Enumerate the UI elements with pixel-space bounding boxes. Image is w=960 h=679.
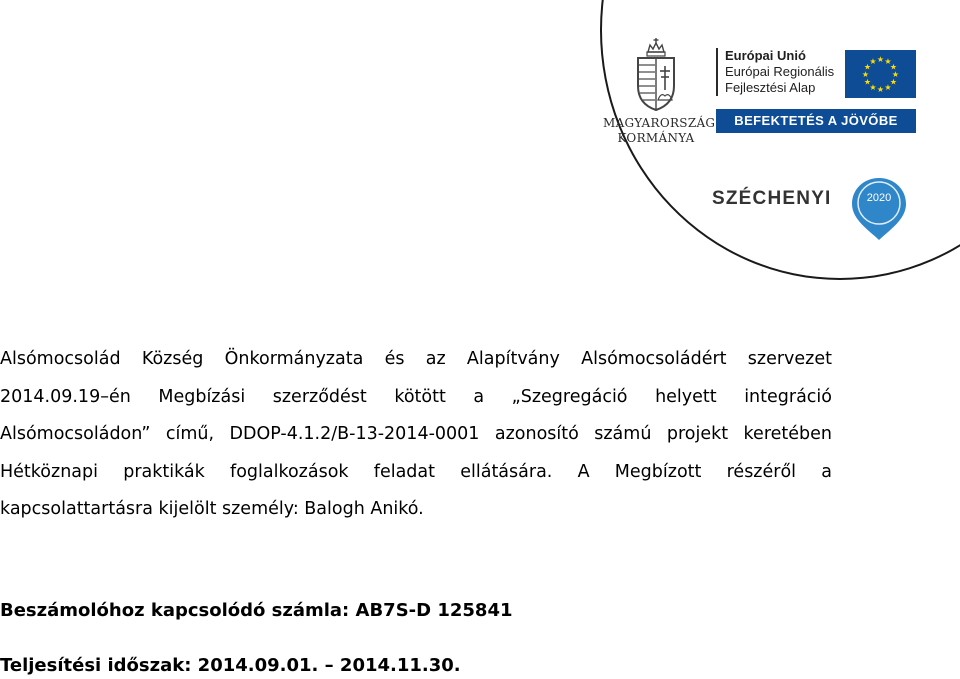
government-name-line2: KORMÁNYA — [617, 131, 695, 145]
eu-star-icon: ★ — [891, 70, 900, 79]
eu-line-2: Európai Regionális — [725, 64, 835, 79]
government-name-line1: MAGYARORSZÁG — [603, 116, 716, 130]
szechenyi-year: 2020 — [866, 192, 892, 204]
eu-star-icon: ★ — [869, 57, 877, 66]
eu-star-icon: ★ — [863, 62, 872, 72]
government-name — [603, 116, 716, 146]
eu-star-icon: ★ — [861, 70, 870, 79]
szechenyi-text: SZÉCHENYI — [712, 188, 832, 209]
eu-star-icon: ★ — [876, 85, 885, 94]
eu-line-3: Fejlesztési Alap — [725, 80, 816, 95]
szechenyi-logo — [712, 176, 912, 246]
eu-star-icon: ★ — [884, 57, 892, 66]
eu-star-icon: ★ — [863, 77, 872, 87]
hungarian-coat-of-arms-icon — [633, 38, 679, 112]
eu-banner: BEFEKTETÉS A JÖVŐBE — [716, 109, 916, 133]
eu-flag-icon — [845, 50, 916, 98]
location-pin-icon — [850, 176, 908, 242]
eu-star-icon: ★ — [876, 55, 885, 64]
government-logo — [603, 38, 716, 146]
period-line: Teljesítési időszak: 2014.09.01. – 2014.11.30. — [0, 655, 461, 676]
eu-line-1: Európai Unió — [725, 48, 806, 63]
eu-star-icon: ★ — [889, 62, 898, 72]
body-paragraph: Alsómocsolád Község Önkormányzata és az Alapítvány Alsómocsoládért szervezet 2014.09.19–én Megbízási szerződést kötött a „Szegregáció helyett integráció Alsómocsoládon” című, DDOP-4.1.2/B-13-2014-0001 azonosító számú projekt keretében Hétköznapi praktikák foglalkozások feladat ellátására. A Megbízott részéről a kapcsolattartásra kijelölt személy: Balogh Anikó. — [0, 349, 832, 519]
invoice-line: Beszámolóhoz kapcsolódó számla: AB7S-D 125841 — [0, 600, 513, 621]
eu-star-icon: ★ — [869, 83, 877, 92]
eu-text — [716, 48, 834, 96]
eu-star-icon: ★ — [884, 83, 892, 92]
eu-star-icon: ★ — [889, 77, 898, 87]
